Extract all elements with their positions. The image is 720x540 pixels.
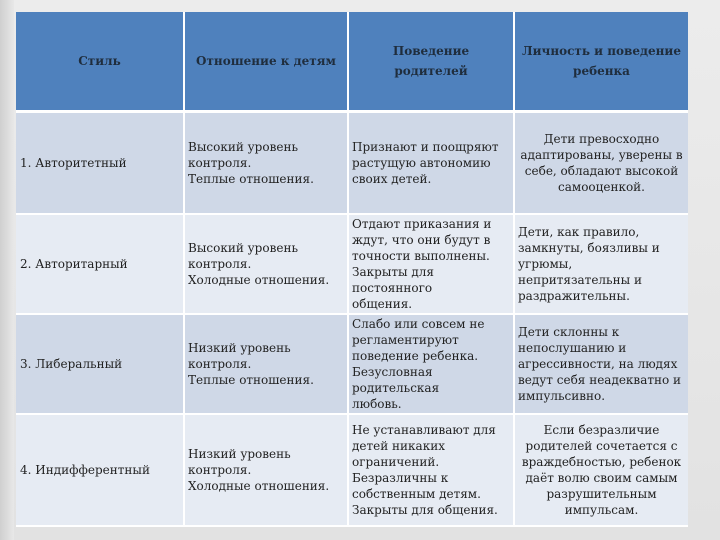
cell-style: 3. Либеральный — [16, 314, 184, 414]
header-parent-behavior: Поведение родителей — [348, 12, 514, 112]
header-attitude: Отношение к детям — [184, 12, 348, 112]
cell-child-personality: Дети, как правило, замкнуты, боязливы и угрюмы, непритязательны и раздражительны. — [514, 214, 688, 314]
cell-style: 2. Авторитарный — [16, 214, 184, 314]
header-child-personality: Личность и поведение ребенка — [514, 12, 688, 112]
cell-attitude: Низкий уровень контроля. Теплые отношения. — [184, 314, 348, 414]
cell-style: 1. Авторитетный — [16, 112, 184, 215]
cell-attitude: Высокий уровень контроля. Теплые отношения. — [184, 112, 348, 215]
parenting-styles-table — [16, 12, 688, 527]
cell-attitude: Высокий уровень контроля. Холодные отношения. — [184, 214, 348, 314]
cell-attitude: Низкий уровень контроля. Холодные отношения. — [184, 414, 348, 526]
cell-child-personality: Если безразличие родителей сочетается с враждебностью, ребенок даёт волю своим самым разрушительным импульсам. — [514, 414, 688, 526]
header-style: Стиль — [16, 12, 184, 112]
table-row — [16, 214, 688, 314]
table-header-row — [16, 12, 688, 112]
table-row — [16, 112, 688, 215]
cell-child-personality: Дети превосходно адаптированы, уверены в себе, обладают высокой самооценкой. — [514, 112, 688, 215]
table-row — [16, 314, 688, 414]
table-row — [16, 414, 688, 526]
cell-parent-behavior: Слабо или совсем не регламентируют поведение ребенка. Безусловная родительская любовь. — [348, 314, 514, 414]
slide-left-edge — [0, 0, 14, 540]
cell-parent-behavior: Не устанавливают для детей никаких ограничений. Безразличны к собственным детям. Закрыты для общения. — [348, 414, 514, 526]
cell-parent-behavior: Признают и поощряют растущую автономию своих детей. — [348, 112, 514, 215]
cell-parent-behavior: Отдают приказания и ждут, что они будут в точности выполнены. Закрыты для постоянного общения. — [348, 214, 514, 314]
cell-child-personality: Дети склонны к непослушанию и агрессивности, на людях ведут себя неадекватно и импульсивно. — [514, 314, 688, 414]
cell-style: 4. Индифферентный — [16, 414, 184, 526]
